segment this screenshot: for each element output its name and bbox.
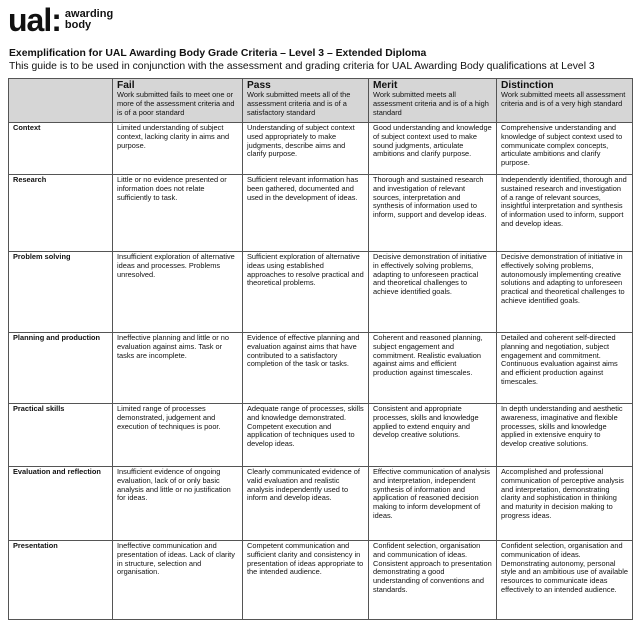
ual-logo xyxy=(8,4,113,36)
header-merit xyxy=(369,79,497,123)
distinction-cell: Detailed and coherent self-directed planning and negotiation, subject engagement and commitment. Continuous evaluation against aims and efficient production against timescales. xyxy=(497,333,633,404)
pass-cell: Adequate range of processes, skills and knowledge demonstrated. Competent execution and application of techniques used to develop ideas. xyxy=(243,404,369,467)
table-row xyxy=(9,123,633,175)
merit-cell: Effective communication of analysis and interpretation, independent synthesis of information and application of reasoned decision making to inform development of ideas. xyxy=(369,467,497,541)
level-name: Distinction xyxy=(501,80,554,91)
merit-cell: Good understanding and knowledge of subject context used to make sound judgments, articulate ambitions and clarify purpose. xyxy=(369,123,497,175)
logo-line-2: body xyxy=(64,19,92,31)
criterion-label: Practical skills xyxy=(9,404,113,467)
table-row xyxy=(9,541,633,620)
fail-cell: Limited understanding of subject context, lacking clarity in aims and purpose. xyxy=(113,123,243,175)
level-description: Work submitted meets all assessment criteria and is of a very high standard xyxy=(501,90,626,108)
document-subtitle: This guide is to be used in conjunction with the assessment and grading criteria for UAL Awarding Body qualifications at Level 3 xyxy=(9,61,595,72)
level-description: Work submitted meets all of the assessment criteria and is of a satisfactory standard xyxy=(247,90,351,117)
logo-wordmark xyxy=(65,9,113,31)
pass-cell: Understanding of subject context used appropriately to make judgments, describe aims and clarify purpose. xyxy=(243,123,369,175)
level-description: Work submitted fails to meet one or more of the assessment criteria and is of a poor standard xyxy=(117,90,235,117)
distinction-cell: Accomplished and professional communication of perceptive analysis and interpretation, demonstrating clarity and sophistication in thinking and maturity in decision making to progress ideas. xyxy=(497,467,633,541)
table-row xyxy=(9,404,633,467)
table-row xyxy=(9,333,633,404)
header-pass xyxy=(243,79,369,123)
fail-cell: Ineffective communication and presentation of ideas. Lack of clarity in structure, selection and organisation. xyxy=(113,541,243,620)
criterion-label: Research xyxy=(9,175,113,252)
table-row xyxy=(9,175,633,252)
logo-line-1: awarding xyxy=(64,8,114,20)
fail-cell: Insufficient evidence of ongoing evaluation, lack of or only basic analysis and little or no justification for ideas. xyxy=(113,467,243,541)
document-title: Exemplification for UAL Awarding Body Grade Criteria – Level 3 – Extended Diploma xyxy=(9,48,427,59)
distinction-cell: Confident selection, organisation and communication of ideas. Demonstrating autonomy, personal style and an ambitious use of available resources to communicate ideas effectively to an intended audience. xyxy=(497,541,633,620)
fail-cell: Insufficient exploration of alternative ideas and processes. Problems unresolved. xyxy=(113,252,243,333)
distinction-cell: In depth understanding and aesthetic awareness, imaginative and flexible processes, skills and knowledge applied in extensive enquiry to develop creative solutions. xyxy=(497,404,633,467)
criterion-label: Presentation xyxy=(9,541,113,620)
criterion-label: Context xyxy=(9,123,113,175)
pass-cell: Clearly communicated evidence of valid evaluation and realistic analysis independently used to inform and develop ideas. xyxy=(243,467,369,541)
grade-criteria-table xyxy=(8,78,633,620)
merit-cell: Thorough and sustained research and investigation of relevant sources, interpretation and synthesis of information used to inform, support and develop ideas. xyxy=(369,175,497,252)
header-corner-cell xyxy=(9,79,113,123)
criterion-label: Evaluation and reflection xyxy=(9,467,113,541)
table-row xyxy=(9,467,633,541)
criterion-label: Planning and production xyxy=(9,333,113,404)
fail-cell: Limited range of processes demonstrated, judgement and execution of techniques is poor. xyxy=(113,404,243,467)
table-row xyxy=(9,252,633,333)
header-row xyxy=(9,79,633,123)
level-name: Pass xyxy=(247,80,271,91)
pass-cell: Sufficient relevant information has been gathered, documented and used in the development of ideas. xyxy=(243,175,369,252)
fail-cell: Little or no evidence presented or information does not relate sufficiently to task. xyxy=(113,175,243,252)
distinction-cell: Decisive demonstration of initiative in effectively solving problems, autonomously implementing creative solutions and adapting to unforeseen practical and theoretical challenges to achieve identified goals. xyxy=(497,252,633,333)
pass-cell: Competent communication and sufficient clarity and consistency in presentation of ideas appropriate to the intended audience. xyxy=(243,541,369,620)
distinction-cell: Independently identified, thorough and sustained research and investigation of a range of relevant sources, insightful interpretation and synthesis of information used to inform, support and develop ideas. xyxy=(497,175,633,252)
level-description: Work submitted meets all assessment criteria and is of a high standard xyxy=(373,90,489,117)
merit-cell: Coherent and reasoned planning, subject engagement and commitment. Realistic evaluation against aims and efficient production against timescales. xyxy=(369,333,497,404)
header-fail xyxy=(113,79,243,123)
level-name: Fail xyxy=(117,80,135,91)
logo-mark: ual: xyxy=(8,2,61,38)
pass-cell: Sufficient exploration of alternative ideas using established approaches to resolve practical and theoretical problems. xyxy=(243,252,369,333)
level-name: Merit xyxy=(373,80,398,91)
pass-cell: Evidence of effective planning and evaluation against aims that have contributed to a satisfactory completion of the task or tasks. xyxy=(243,333,369,404)
header-distinction xyxy=(497,79,633,123)
merit-cell: Consistent and appropriate processes, skills and knowledge applied to extend enquiry and develop creative solutions. xyxy=(369,404,497,467)
merit-cell: Confident selection, organisation and communication of ideas. Consistent approach to presentation demonstrating a good understanding of conventions and standards. xyxy=(369,541,497,620)
fail-cell: Ineffective planning and little or no evaluation against aims. Task or tasks are incomplete. xyxy=(113,333,243,404)
merit-cell: Decisive demonstration of initiative in effectively solving problems, adapting to unforeseen practical and theoretical challenges to achieve identified goals. xyxy=(369,252,497,333)
criterion-label: Problem solving xyxy=(9,252,113,333)
distinction-cell: Comprehensive understanding and knowledge of subject context used to communicate complex concepts, articulate ambitions and clarify purpose. xyxy=(497,123,633,175)
